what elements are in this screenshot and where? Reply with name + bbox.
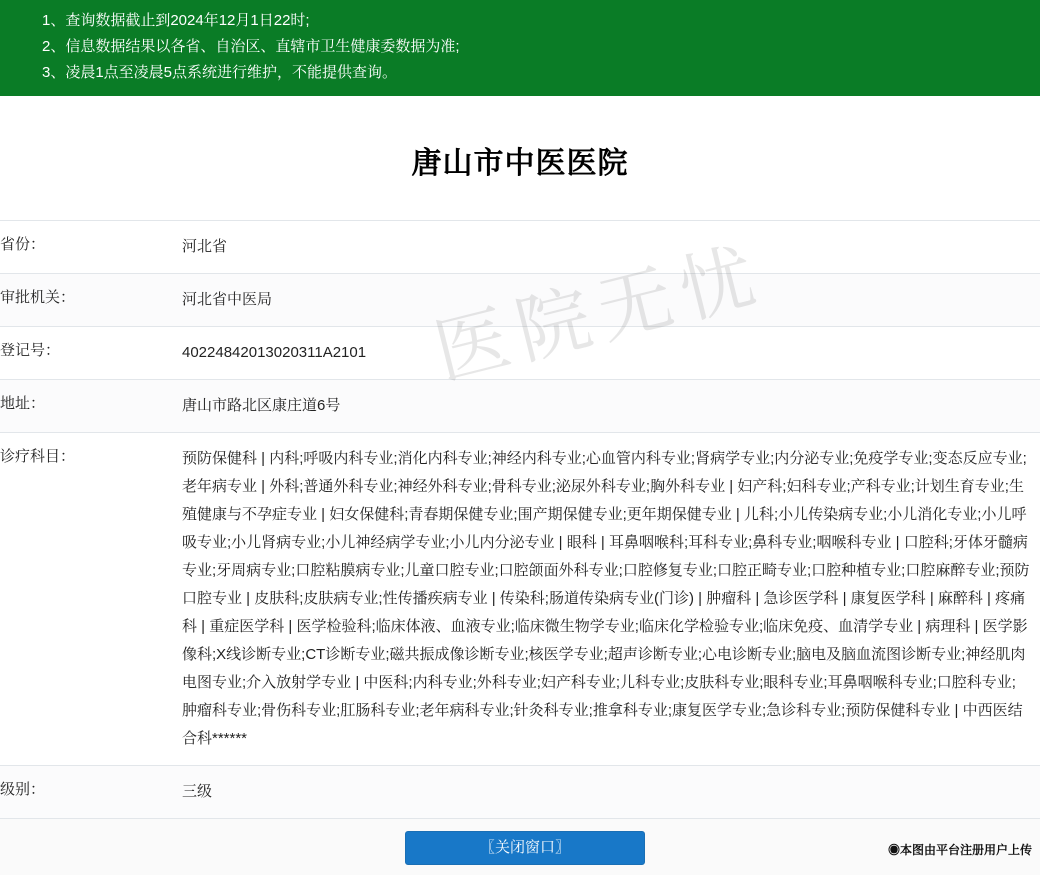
watermark: 医院无忧	[426, 231, 773, 397]
table-row	[0, 766, 1040, 819]
hospital-info-table	[0, 220, 1040, 819]
field-value-address: 唐山市路北区康庄道6号	[182, 397, 341, 414]
field-value-departments: 预防保健科 | 内科;呼吸内科专业;消化内科专业;神经内科专业;心血管内科专业;肾病学专业;内分泌专业;免疫学专业;变态反应专业;老年病专业 | 外科;普通外科专业;神经外科专业;骨科专业;泌尿外科专业;胸外科专业 | 妇产科;妇科专业;产科专业;计划生育专业;生殖健康与不孕症专业 | 妇女保健科;青春期保健专业;围产期保健专业;更年期保健专业 | 儿科;小儿传染病专业;小儿消化专业;小儿呼吸专业;小儿肾病专业;小儿神经病学专业;小儿内分泌专业 | 眼科 | 耳鼻咽喉科;耳科专业;鼻科专业;咽喉科专业 | 口腔科;牙体牙髓病专业;牙周病专业;口腔粘膜病专业;儿童口腔专业;口腔颌面外科专业;口腔修复专业;口腔正畸专业;口腔种植专业;口腔麻醉专业;预防口腔专业 | 皮肤科;皮肤病专业;性传播疾病专业 | 传染科;肠道传染病专业(门诊) | 肿瘤科 | 急诊医学科 | 康复医学科 | 麻醉科 | 疼痛科 | 重症医学科 | 医学检验科;临床体液、血液专业;临床微生物学专业;临床化学检验专业;临床免疫、血清学专业 | 病理科 | 医学影像科;X线诊断专业;CT诊断专业;磁共振成像诊断专业;核医学专业;超声诊断专业;心电诊断专业;脑电及脑血流图诊断专业;神经肌肉电图专业;介入放射学专业 | 中医科;内科专业;外科专业;妇产科专业;儿科专业;皮肤科专业;眼科专业;耳鼻咽喉科专业;口腔科专业;肿瘤科专业;骨伤科专业;肛肠科专业;老年病科专业;针灸科专业;推拿科专业;康复医学专业;急诊科专业;预防保健科专业 | 中西医结合科******	[182, 450, 1030, 747]
field-label-registration-number: 登记号：	[0, 342, 61, 359]
field-value-registration-number: 40224842013020311A2101	[182, 344, 367, 361]
field-label-departments: 诊疗科目：	[0, 448, 76, 465]
table-row	[0, 221, 1040, 274]
field-value-level: 三级	[182, 783, 213, 800]
field-value-province: 河北省	[182, 238, 228, 255]
notice-banner	[0, 0, 1040, 96]
notice-line-3	[0, 60, 1040, 86]
notice-line-1	[0, 8, 1040, 34]
table-row	[0, 433, 1040, 766]
table-row	[0, 274, 1040, 327]
field-value-authority: 河北省中医局	[182, 291, 273, 308]
field-label-province: 省份：	[0, 236, 46, 253]
table-row	[0, 380, 1040, 433]
notice-line-2	[0, 34, 1040, 60]
field-label-authority: 审批机关：	[0, 289, 76, 306]
notice-line-2-text: 2、信息数据结果以各省、自治区、直辖市卫生健康委数据为准;	[42, 38, 460, 55]
notice-line-1-text: 1、查询数据截止到2024年12月1日22时;	[42, 12, 310, 29]
notice-line-3-text: 3、凌晨1点至凌晨5点系统进行维护，不能提供查询。	[42, 64, 398, 81]
field-label-address: 地址：	[0, 395, 46, 412]
close-window-button[interactable]: 〖关闭窗口〗	[405, 831, 645, 865]
page-title: 唐山市中医医院	[411, 147, 629, 180]
uploader-note: ◉本图由平台注册用户上传	[887, 843, 1032, 857]
footer-bar	[0, 819, 1040, 875]
field-label-level: 级别：	[0, 781, 46, 798]
table-row	[0, 327, 1040, 380]
